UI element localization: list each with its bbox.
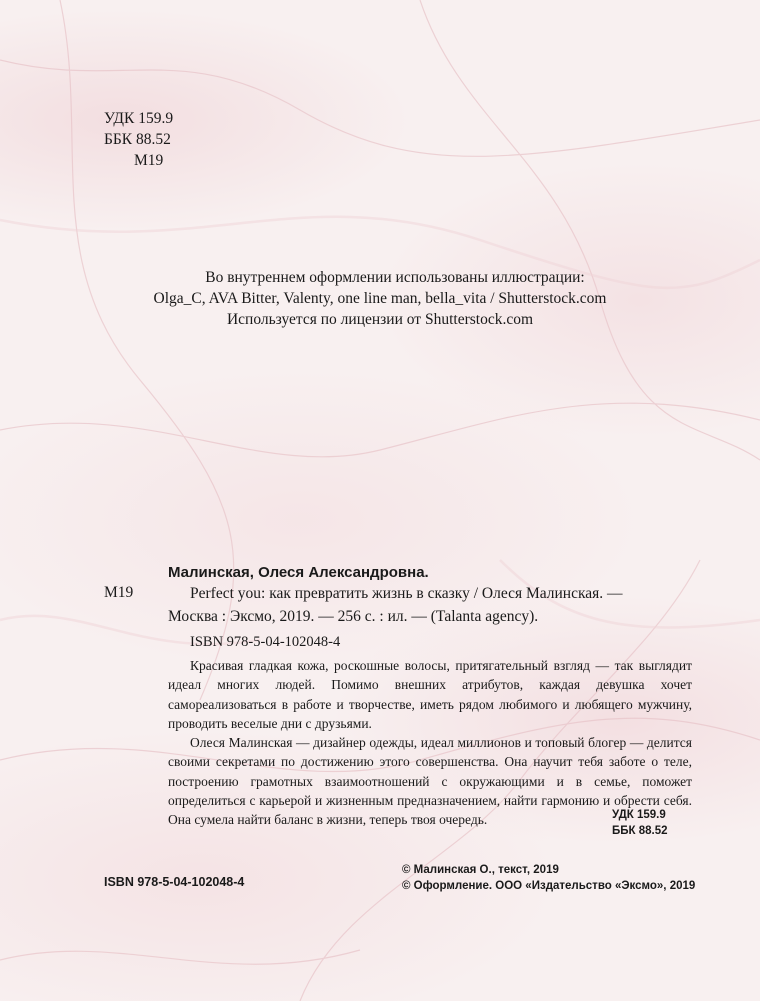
- udk-code: УДК 159.9: [104, 110, 174, 127]
- record-title-line-1: Perfect you: как превратить жизнь в сказку / Олеся Малинская. —: [190, 585, 623, 602]
- abstract-paragraph-2: Олеся Малинская — дизайнер одежды, идеал миллионов и топовый блогер — делится своими секретами по достижению этого совершенства. Она научит тебя заботе о теле, построению грамотных взаимоотношений с окружающими и в семье, поможет определиться с карьерой и жизненным предназначением, найти гармонию и обрести себя. Она сумела найти баланс в жизни, теперь твоя очередь.: [168, 735, 692, 828]
- record-author-sign: М19: [104, 584, 134, 601]
- bbk-code: ББК 88.52: [104, 131, 171, 148]
- record-title-line-2: Москва : Эксмо, 2019. — 256 с. : ил. — (Talanta agency).: [168, 608, 539, 625]
- abstract: [168, 656, 692, 830]
- record-title: [168, 582, 623, 628]
- record-isbn: ISBN 978-5-04-102048-4: [190, 634, 341, 650]
- author-sign: М19: [134, 152, 164, 169]
- classification-right: [612, 807, 692, 839]
- illustrations-line-1: Во внутреннем оформлении использованы иллюстрации:: [205, 269, 585, 286]
- copyright-text: © Малинская О., текст, 2019: [402, 864, 559, 876]
- illustrations-credit: [0, 267, 760, 330]
- abstract-paragraph-1: Красивая гладкая кожа, роскошные волосы, притягательный взгляд — так выглядит идеал многих людей. Помимо внешних атрибутов, каждая девушка хочет самореализоваться в работе и творчестве, иметь рядом любимого и любящего мужчину, проводить веселые дни с друзьями.: [168, 658, 692, 731]
- bbk-right-code: ББК 88.52: [612, 825, 668, 837]
- record-author: Малинская, Олеся Александровна.: [168, 564, 429, 581]
- classification-block: [104, 108, 173, 171]
- copyright-design: © Оформление. ООО «Издательство «Эксмо», 2019: [402, 880, 696, 892]
- footer-isbn: ISBN 978-5-04-102048-4: [104, 875, 245, 889]
- illustrations-line-2: Olga_C, AVA Bitter, Valenty, one line man, bella_vita / Shutterstock.com: [153, 290, 607, 307]
- udk-right-code: УДК 159.9: [612, 809, 666, 821]
- illustrations-line-3: Используется по лицензии от Shutterstock.com: [226, 311, 534, 328]
- copyright-block: [402, 862, 695, 894]
